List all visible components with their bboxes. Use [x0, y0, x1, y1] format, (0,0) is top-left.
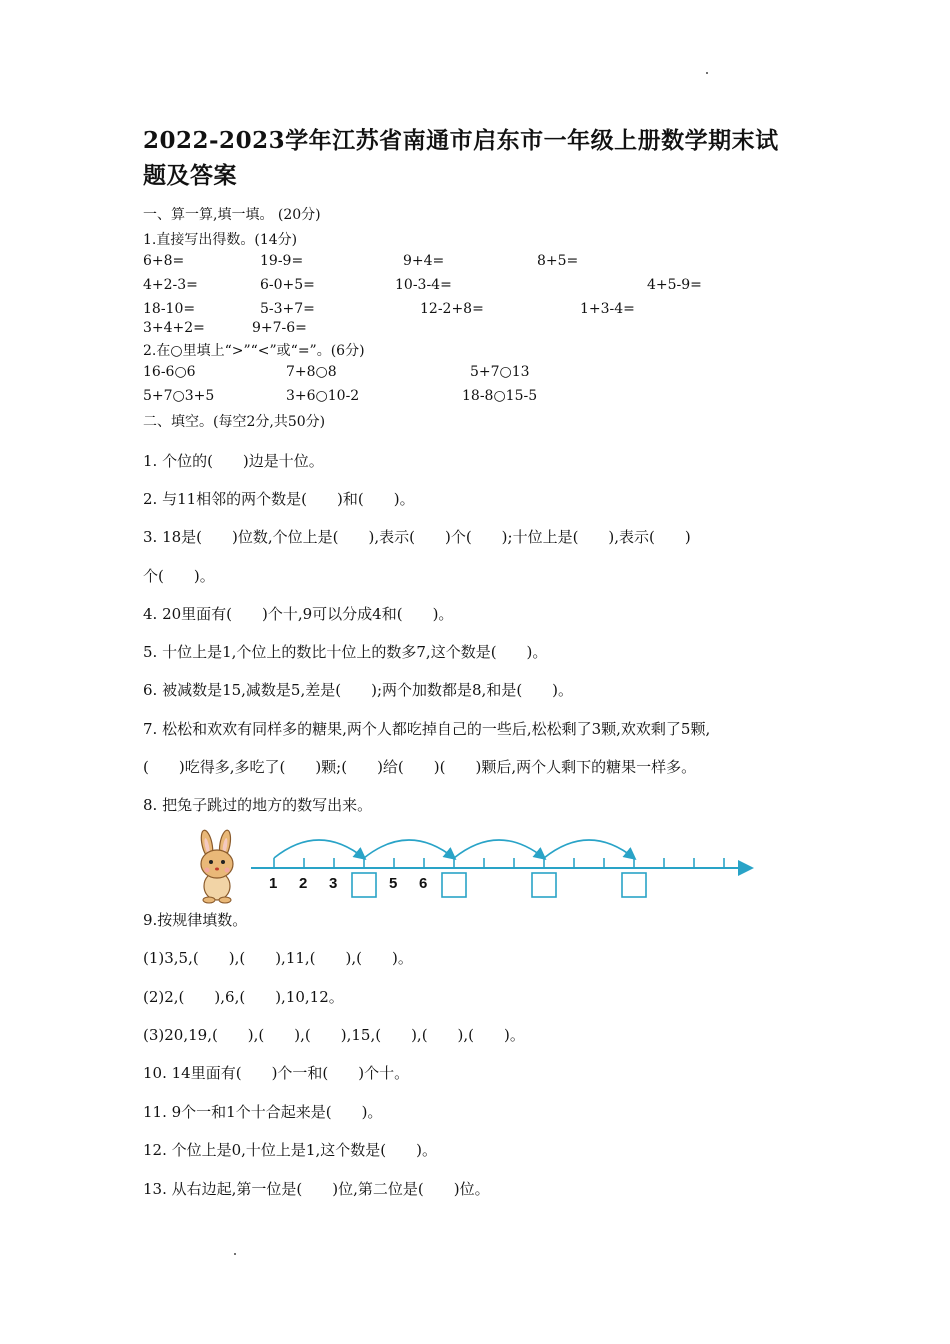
number-label: 6: [419, 875, 428, 892]
fill-item-10: 10. 14里面有( )个一和( )个十。: [143, 1064, 410, 1082]
problem: 18-10=: [143, 301, 196, 317]
fill-item-4: 4. 20里面有( )个十,9可以分成4和( )。: [143, 605, 454, 623]
problem: 9+4=: [403, 253, 445, 269]
answer-box: [622, 873, 646, 897]
problem: 3+4+2=: [143, 320, 205, 336]
fill-item-6: 6. 被减数是15,减数是5,差是( );两个加数都是8,和是( )。: [143, 681, 574, 699]
number-label: 3: [329, 875, 338, 892]
jump-arc: [364, 840, 454, 858]
comparison-problem: 16-6○6: [143, 364, 196, 380]
page-title-line-1: 2022-2023学年江苏省南通市启东市一年级上册数学期末试: [143, 127, 779, 154]
problem: 5-3+7=: [260, 301, 315, 317]
fill-item-1: 1. 个位的( )边是十位。: [143, 452, 324, 470]
comparison-problem: 7+8○8: [286, 364, 337, 380]
fill-item-7-continued: ( )吃得多,多吃了( )颗;( )给( )( )颗后,两个人剩下的糖果一样多。: [143, 758, 697, 776]
fill-item-3: 3. 18是( )位数,个位上是( ),表示( )个( );十位上是( ),表示( ): [143, 528, 691, 546]
fill-item-12: 12. 个位上是0,十位上是1,这个数是( )。: [143, 1141, 437, 1159]
pattern-3: (3)20,19,( ),( ),( ),15,( ),( ),( )。: [143, 1026, 525, 1044]
number-line-ticks: [274, 858, 724, 868]
problem: 1+3-4=: [580, 301, 635, 317]
fill-item-2: 2. 与11相邻的两个数是( )和( )。: [143, 490, 415, 508]
problem: 8+5=: [537, 253, 579, 269]
rabbit-number-line-figure: [185, 826, 765, 906]
problem: 9+7-6=: [252, 320, 307, 336]
comparison-problem: 5+7○13: [470, 364, 530, 380]
pattern-1: (1)3,5,( ),( ),11,( ),( )。: [143, 949, 413, 967]
section2-heading: 二、填空。(每空2分,共50分): [143, 414, 326, 430]
number-label: 5: [389, 875, 398, 892]
comparison-problem: 18-8○15-5: [462, 388, 538, 404]
decorative-dot-bottom: [234, 1253, 236, 1255]
problem: 12-2+8=: [420, 301, 484, 317]
fill-item-11: 11. 9个一和1个十合起来是( )。: [143, 1103, 383, 1121]
rabbit-icon: [199, 829, 233, 903]
problem: 10-3-4=: [395, 277, 452, 293]
answer-box: [532, 873, 556, 897]
fill-item-9: 9.按规律填数。: [143, 911, 248, 929]
fill-item-8: 8. 把兔子跳过的地方的数写出来。: [143, 796, 373, 814]
comparison-problem: 5+7○3+5: [143, 388, 215, 404]
answer-box: [442, 873, 466, 897]
page-title-line-2: 题及答案: [143, 162, 237, 189]
number-label: 1: [269, 875, 278, 892]
problem: 6+8=: [143, 253, 185, 269]
problem: 6-0+5=: [260, 277, 315, 293]
jump-arc: [274, 840, 364, 858]
fill-item-5: 5. 十位上是1,个位上的数比十位上的数多7,这个数是( )。: [143, 643, 548, 661]
fill-item-3-continued: 个( )。: [143, 567, 215, 585]
fill-item-7: 7. 松松和欢欢有同样多的糖果,两个人都吃掉自己的一些后,松松剩了3颗,欢欢剩了5颗,: [143, 720, 711, 738]
section1-heading: 一、算一算,填一填。 (20分): [143, 207, 321, 223]
number-label: 2: [299, 875, 308, 892]
jump-arc: [454, 840, 544, 858]
problem: 4+2-3=: [143, 277, 198, 293]
decorative-dot-top: [706, 72, 708, 74]
fill-item-13: 13. 从右边起,第一位是( )位,第二位是( )位。: [143, 1180, 490, 1198]
problem: 19-9=: [260, 253, 304, 269]
q2-heading: 2.在○里填上“>”“<”或“=”。(6分): [143, 343, 365, 359]
pattern-2: (2)2,( ),6,( ),10,12。: [143, 988, 344, 1006]
jump-arc: [544, 840, 634, 858]
q1-heading: 1.直接写出得数。(14分): [143, 232, 298, 248]
problem: 4+5-9=: [647, 277, 702, 293]
comparison-problem: 3+6○10-2: [286, 388, 360, 404]
answer-box: [352, 873, 376, 897]
